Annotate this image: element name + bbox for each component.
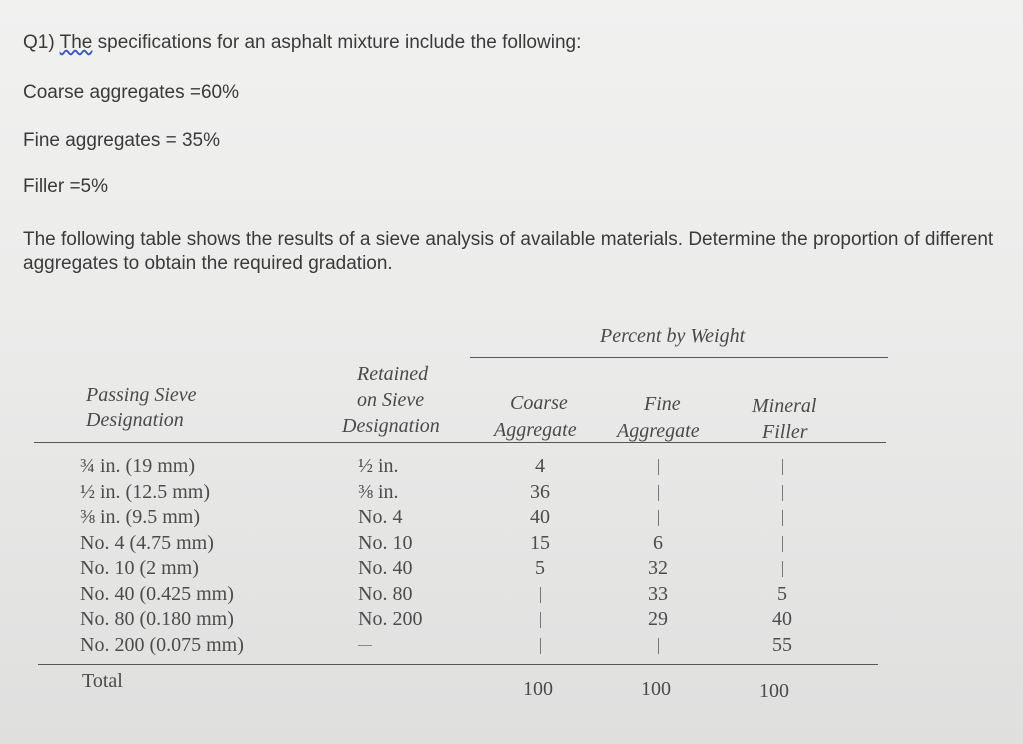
header-retained-line3: Designation: [342, 415, 440, 437]
table-cell-passing: ⅜ in. (9.5 mm): [80, 506, 200, 528]
dash-mark: [782, 510, 783, 526]
column-retained: [358, 454, 422, 658]
table-cell-passing: No. 80 (0.180 mm): [80, 608, 234, 630]
table-cell-filler: [760, 454, 804, 480]
total-fine: 100: [641, 678, 671, 700]
table-cell-coarse: 15: [530, 531, 550, 554]
column-coarse: [518, 454, 562, 658]
dash-mark: [540, 612, 541, 628]
dash-mark: [782, 485, 783, 501]
table-cell-fine: [636, 480, 680, 506]
table-cell-filler: 40: [772, 608, 792, 630]
dash-mark: [658, 459, 659, 475]
group-header-percent-by-weight: Percent by Weight: [600, 325, 746, 347]
header-coarse-line2: Aggregate: [494, 419, 577, 441]
dash-mark: [782, 459, 783, 475]
header-fine-line2: Aggregate: [617, 420, 700, 442]
question-first-word: The: [59, 32, 93, 53]
dash-mark: [658, 510, 659, 526]
table-cell-fine: [636, 454, 680, 480]
table-cell-coarse: 4: [535, 455, 545, 477]
spec-filler: Filler =5%: [23, 176, 108, 197]
header-retained-line1: Retained: [357, 363, 429, 385]
total-coarse: 100: [523, 678, 553, 700]
table-cell-passing: No. 10 (2 mm): [80, 557, 199, 579]
dash-mark: [658, 485, 659, 501]
table-cell-fine: 29: [648, 608, 668, 630]
question-number: Q1): [23, 32, 55, 53]
column-filler: [760, 454, 804, 658]
header-coarse-line1: Coarse: [510, 392, 568, 414]
total-label: Total: [82, 670, 123, 692]
table-cell-filler: [760, 556, 804, 582]
table-cell-retained: No. 200: [358, 608, 423, 630]
table-cell-fine: [636, 633, 680, 659]
column-passing: [80, 454, 244, 658]
column-fine: [636, 454, 680, 658]
table-cell-filler: 5: [777, 582, 787, 605]
header-retained-line2: on Sieve: [357, 389, 425, 411]
intro-paragraph: The following table shows the results of a sieve analysis of available materials. Determine the proportion of different aggregates to obtain the required gradation.: [23, 229, 994, 274]
table-cell-passing: ¾ in. (19 mm): [80, 455, 195, 477]
table-cell-fine: 32: [648, 557, 668, 579]
table-cell-retained: No. 10: [358, 531, 413, 554]
dash-mark: [782, 536, 783, 552]
table-cell-filler: [760, 505, 804, 531]
table-cell-retained: ⅜ in.: [358, 480, 399, 503]
table-cell-coarse: [518, 633, 562, 659]
header-fine-line1: Fine: [644, 393, 681, 415]
table-cell-passing: No. 4 (4.75 mm): [80, 531, 214, 554]
table-cell-retained: No. 40: [358, 557, 413, 579]
table-cell-fine: [636, 505, 680, 531]
dash-mark: [358, 645, 372, 646]
table-cell-filler: [760, 531, 804, 557]
header-bottom-rule: [34, 442, 886, 443]
table-cell-retained: No. 4: [358, 506, 403, 528]
spec-fine: Fine aggregates = 35%: [23, 130, 220, 151]
question-title: [23, 32, 581, 54]
table-cell-passing: ½ in. (12.5 mm): [80, 480, 210, 503]
spec-coarse: Coarse aggregates =60%: [23, 82, 240, 103]
table-cell-fine: 33: [648, 582, 668, 605]
group-header-rule: [470, 357, 888, 358]
table-cell-coarse: 36: [530, 480, 550, 503]
question-text: specifications for an asphalt mixture include the following:: [97, 32, 582, 53]
dash-mark: [540, 638, 541, 654]
dash-mark: [782, 561, 783, 577]
table-cell-passing: No. 40 (0.425 mm): [80, 582, 234, 605]
table-cell-coarse: [518, 582, 562, 608]
table-cell-filler: [760, 480, 804, 506]
table-cell-coarse: 5: [535, 557, 545, 579]
table-cell-filler: 55: [772, 633, 792, 656]
table-cell-fine: 6: [653, 531, 663, 554]
table-cell-coarse: 40: [530, 506, 550, 528]
header-mineral-line2: Filler: [762, 421, 808, 443]
dash-mark: [658, 638, 659, 654]
dash-mark: [540, 587, 541, 603]
table-cell-retained: ½ in.: [358, 455, 399, 477]
table-cell-retained: No. 80: [358, 582, 413, 605]
total-filler: 100: [759, 680, 789, 702]
total-top-rule: [38, 664, 878, 665]
table-cell-coarse: [518, 607, 562, 633]
header-passing-line2: Designation: [86, 409, 184, 431]
header-passing-line1: Passing Sieve: [86, 384, 197, 406]
header-mineral-line1: Mineral: [752, 395, 817, 417]
table-cell-passing: No. 200 (0.075 mm): [80, 633, 244, 656]
table-cell-retained: [358, 633, 422, 659]
